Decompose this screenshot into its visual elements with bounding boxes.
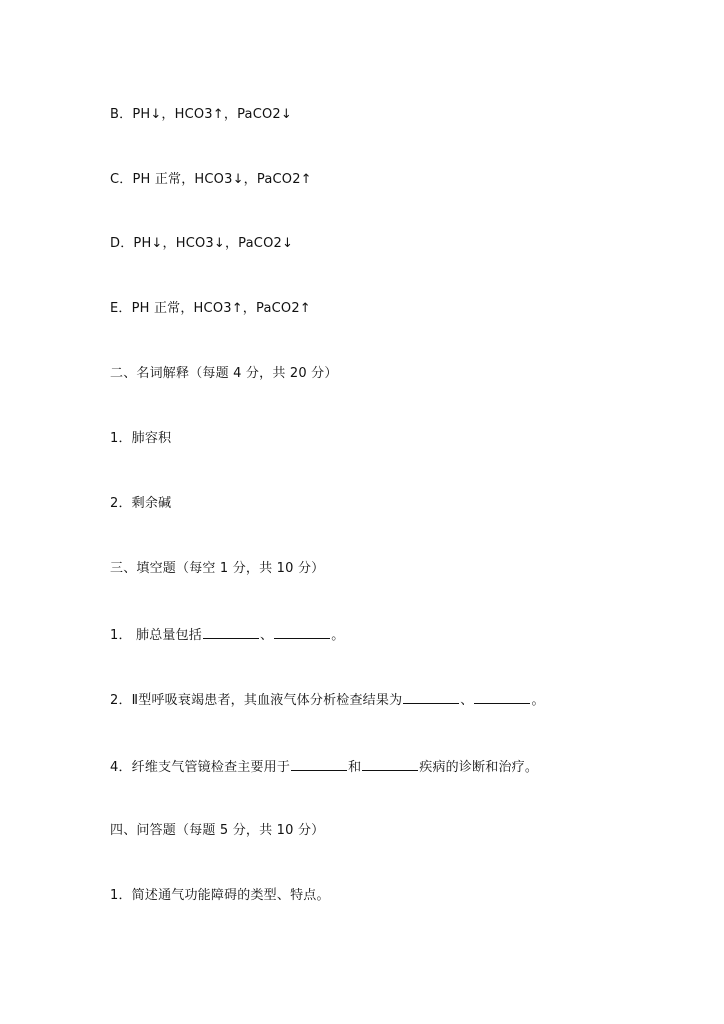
blank-separator: 、 (460, 693, 474, 708)
fill-question-2-text: 2．Ⅱ型呼吸衰竭患者，其血液气体分析检查结果为 (110, 693, 403, 708)
fill-question-4 (110, 758, 538, 776)
answer-blank (362, 758, 418, 771)
fill-question-4-text: 4．纤维支气管镜检查主要用于 (110, 760, 291, 775)
answer-blank (403, 691, 459, 704)
blank-separator: 和 (348, 760, 362, 775)
blank-separator: 、 (260, 628, 274, 643)
option-e: E．PH 正常，HCO3↑，PaCO2↑ (110, 301, 311, 316)
option-d: D．PH↓，HCO3↓，PaCO2↓ (110, 236, 294, 251)
term-question-2: 2．剩余碱 (110, 496, 172, 511)
section-heading-terms: 二、名词解释（每题 4 分，共 20 分） (110, 366, 338, 381)
section-heading-fill-in: 三、填空题（每空 1 分，共 10 分） (110, 561, 325, 576)
answer-blank (291, 758, 347, 771)
sentence-end: 。 (531, 693, 545, 708)
section-heading-essay: 四、问答题（每题 5 分，共 10 分） (110, 823, 325, 838)
answer-blank (203, 626, 259, 639)
sentence-end: 。 (331, 628, 345, 643)
fill-question-1-text: 1． 肺总量包括 (110, 628, 203, 643)
answer-blank (274, 626, 330, 639)
option-b: B．PH↓，HCO3↑，PaCO2↓ (110, 107, 292, 122)
term-question-1: 1．肺容积 (110, 431, 172, 446)
sentence-end: 疾病的诊断和治疗。 (419, 760, 539, 775)
option-c: C．PH 正常，HCO3↓，PaCO2↑ (110, 172, 312, 187)
fill-question-1 (110, 626, 344, 644)
answer-blank (474, 691, 530, 704)
essay-question-1: 1．简述通气功能障碍的类型、特点。 (110, 888, 330, 903)
fill-question-2 (110, 691, 545, 709)
